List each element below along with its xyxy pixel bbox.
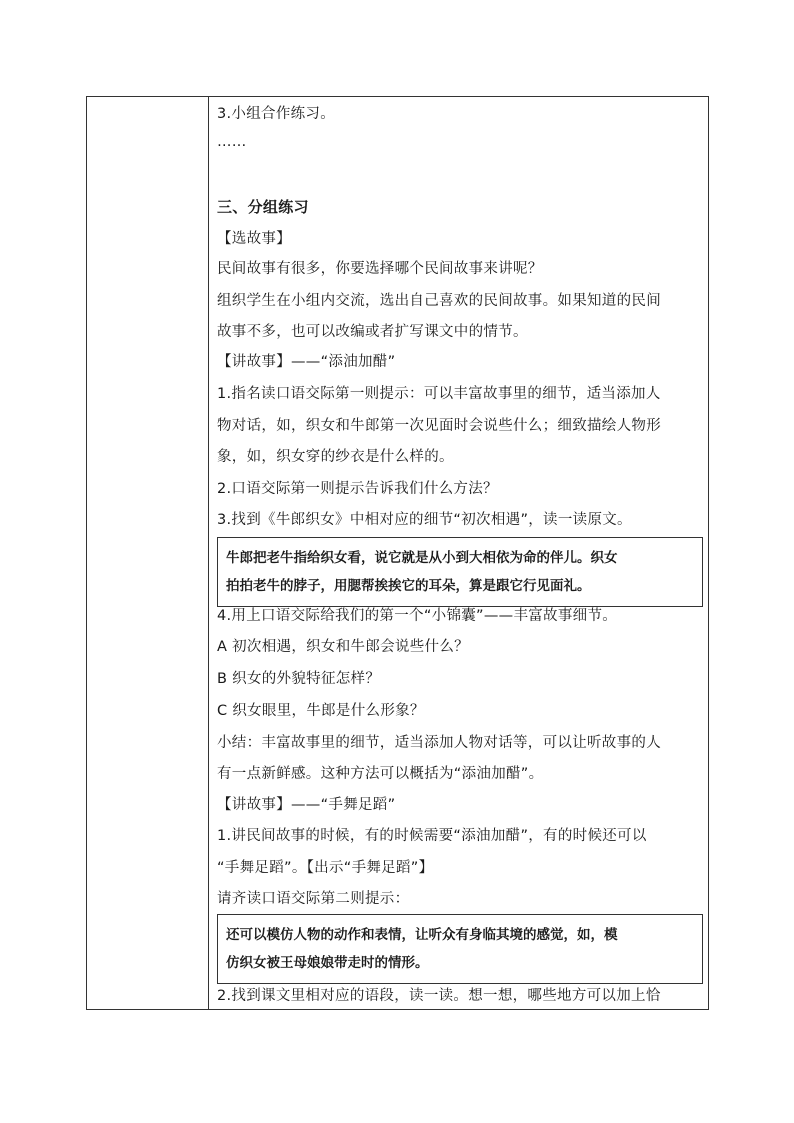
text-line: 物对话，如，织女和牛郎第一次见面时会说些什么；细致描绘人物形 [217,418,661,434]
text-line: 4.用上口语交际给我们的第一个“小锦囊”——丰富故事细节。 [217,608,618,624]
lesson-table [86,96,709,1010]
text-line: 象，如，织女穿的纱衣是什么样的。 [217,449,454,465]
quote-line: 拍拍老牛的脖子，用腮帮挨挨它的耳朵，算是跟它行见面礼。 [226,578,591,594]
text-line: 【讲故事】——“添油加醋” [217,354,396,370]
text-line: C 织女眼里，牛郎是什么形象？ [217,703,425,719]
section-title: 三、分组练习 [217,198,309,216]
text-line: 请齐读口语交际第二则提示： [217,891,410,907]
text-line: 2.找到课文里相对应的语段，读一读。想一想，哪些地方可以加上恰 [217,988,661,1004]
text-line: A 初次相遇，织女和牛郎会说些什么？ [217,639,469,655]
quote-line: 还可以模仿人物的动作和表情，让听众有身临其境的感觉，如，模 [226,927,618,943]
text-line: 2.口语交际第一则提示告诉我们什么方法？ [217,481,498,497]
text-line: 组织学生在小组内交流，选出自己喜欢的民间故事。如果知道的民间 [217,293,661,309]
text-line: 【选故事】 [217,231,291,247]
quote-line: 牛郎把老牛指给织女看，说它就是从小到大相依为命的伴儿。织女 [226,550,618,566]
quote-box-2 [217,914,703,984]
text-line: 3.小组合作练习。 [217,106,336,122]
text-line: 故事不多，也可以改编或者扩写课文中的情节。 [217,324,528,340]
quote-line: 仿织女被王母娘娘带走时的情形。 [226,955,429,971]
text-line: 民间故事有很多，你要选择哪个民间故事来讲呢？ [217,261,543,277]
quote-box-1 [217,537,703,607]
text-line: 小结：丰富故事里的细节，适当添加人物对话等，可以让听故事的人 [217,735,661,751]
column-divider [208,97,209,1009]
text-line: 1.讲民间故事的时候，有的时候需要“添油加醋”，有的时候还可以 [217,828,647,844]
text-line: 1.指名读口语交际第一则提示：可以丰富故事里的细节，适当添加人 [217,386,661,402]
text-line: 有一点新鲜感。这种方法可以概括为“添油加醋”。 [217,766,544,782]
text-line: B 织女的外貌特征怎样？ [217,671,381,687]
text-line: “手舞足蹈”。【出示“手舞足蹈”】 [217,860,434,876]
text-line: 【讲故事】——“手舞足蹈” [217,797,396,813]
ellipsis-line: …… [217,134,247,150]
text-line: 3.找到《牛郎织女》中相对应的细节“初次相遇”，读一读原文。 [217,512,632,528]
